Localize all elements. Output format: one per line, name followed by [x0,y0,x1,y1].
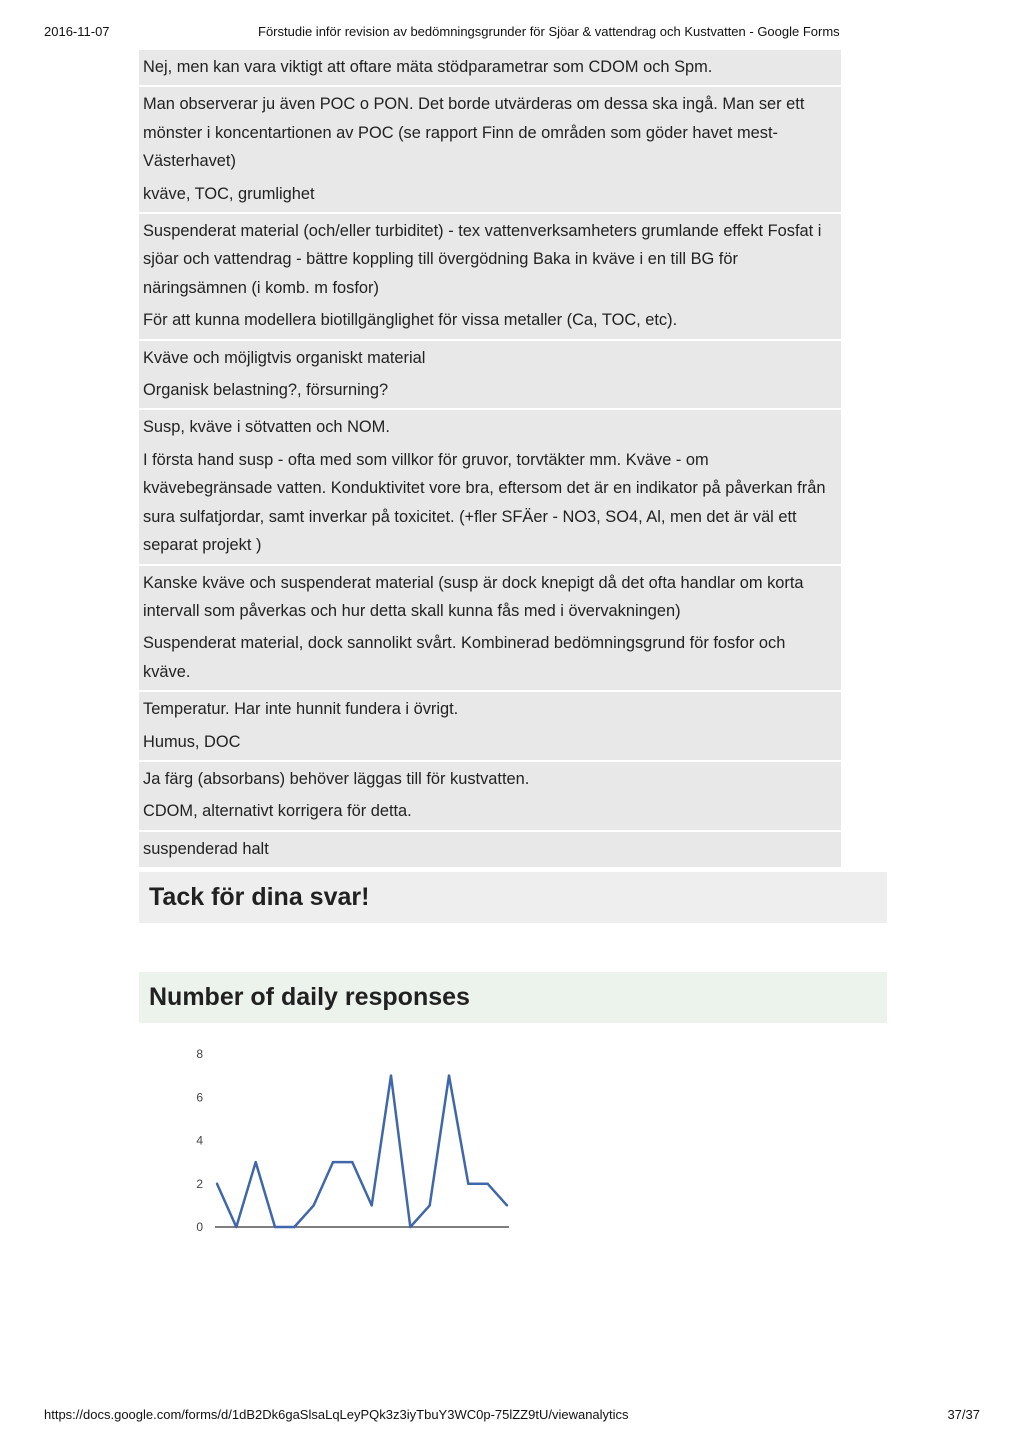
print-header [44,24,980,42]
response-list [139,50,841,867]
response-item: I första hand susp - ofta med som villkor för gruvor, torvtäkter mm. Kväve - om kvävebegränsade vatten. Konduktivitet vore bra, eftersom det är en indikator på påverkan från sura sulfatjordar, samt inverkar på toxicitet. (+fler SFÄer - NO3, SO4, Al, men det är väl ett separat projekt ) [143,450,826,555]
page-url: https://docs.google.com/forms/d/1dB2Dk6gaSlsaLqLeyPQk3z3iyTbuY3WC0p-75lZZ9tU/viewanalytics [44,1407,629,1422]
response-item: Suspenderat material (och/eller turbiditet) - tex vattenverksamheters grumlande effekt Fosfat i sjöar och vattendrag - bättre koppling till övergödning Baka in kväve i en till BG för näringsämnen (i komb. m fosfor) [143,222,822,297]
data-point [274,1226,276,1228]
y-tick-label: 2 [196,1176,203,1191]
data-point [486,1183,488,1185]
data-point [467,1183,469,1185]
response-item: Man observerar ju även POC o PON. Det borde utvärderas om dessa ska ingå. Man ser ett mönster i koncentartionen av POC (se rapport Finn de områden som göder havet mest- Västerhavet) [143,95,805,171]
response-item: Humus, DOC [143,732,241,751]
response-group [139,760,841,830]
thanks-heading: Tack för dina svar! [139,872,887,923]
response-group [139,339,841,409]
daily-responses-chart [180,1040,520,1240]
response-group [139,408,841,563]
response-group [139,830,841,867]
data-point [235,1226,237,1228]
data-point [312,1204,314,1206]
response-group [139,212,841,339]
response-item: Suspenderat material, dock sannolikt svårt. Kombinerad bedömningsgrund för fosfor och kväve. [143,634,786,681]
data-point [390,1074,392,1076]
y-tick-label: 6 [196,1090,203,1105]
response-item: Organisk belastning?, försurning? [143,381,389,400]
response-item: suspenderad halt [143,839,269,858]
page-number: 37/37 [947,1407,980,1422]
data-point [332,1161,334,1163]
y-tick-label: 0 [196,1220,203,1234]
data-point [370,1204,372,1206]
response-item: Kväve och möjligtvis organiskt material [143,348,426,367]
response-group [139,690,841,760]
data-point [448,1074,450,1076]
print-footer [44,1407,980,1425]
y-tick-label: 8 [196,1047,203,1061]
data-point [254,1161,256,1163]
response-item: Kanske kväve och suspenderat material (susp är dock knepigt då det ofta handlar om korta intervall som påverkas och hur detta skall kunna fås med i övervakningen) [143,573,804,620]
response-item: kväve, TOC, grumlighet [143,184,315,203]
response-item: Nej, men kan vara viktigt att oftare mäta stödparametrar som CDOM och Spm. [143,58,713,76]
response-group [139,85,841,212]
response-item: För att kunna modellera biotillgänglighet för vissa metaller (Ca, TOC, etc). [143,311,678,330]
data-point [428,1204,430,1206]
data-point [506,1204,508,1206]
data-point [216,1183,218,1185]
daily-responses-heading: Number of daily responses [139,972,887,1023]
response-group [139,50,841,85]
print-date: 2016-11-07 [44,24,110,39]
data-point [351,1161,353,1163]
data-point [409,1226,411,1228]
data-point [293,1226,295,1228]
series-line [217,1076,507,1227]
response-item: Susp, kväve i sötvatten och NOM. [143,418,390,437]
response-item: Ja färg (absorbans) behöver läggas till för kustvatten. [143,769,530,788]
response-item: Temperatur. Har inte hunnit fundera i övrigt. [143,700,459,719]
response-item: CDOM, alternativt korrigera för detta. [143,802,412,821]
response-group [139,564,841,691]
y-tick-label: 4 [196,1133,203,1148]
document-title: Förstudie inför revision av bedömningsgrunder för Sjöar & vattendrag och Kustvatten - Google Forms [258,24,840,39]
